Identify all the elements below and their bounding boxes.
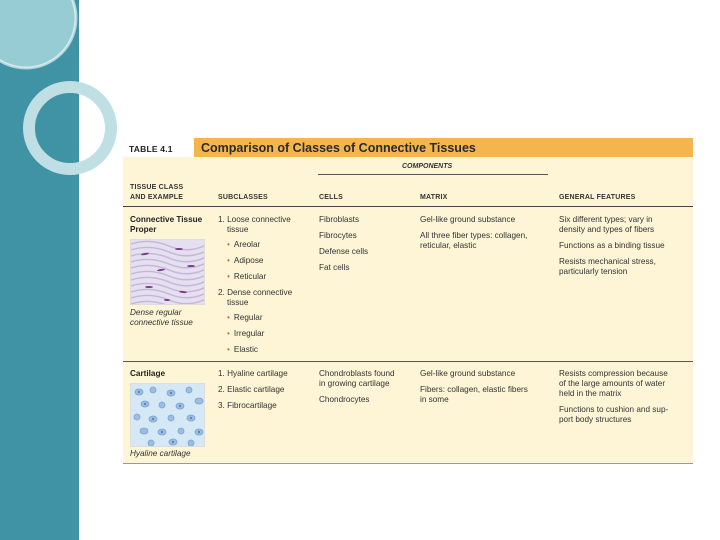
row2-matrix-line1: Gel-like ground substance: [420, 369, 516, 378]
header-matrix: MATRIX: [420, 194, 448, 201]
list-item: • Elastic: [227, 345, 258, 354]
row1-caption-line2: connective tissue: [130, 318, 193, 327]
row1-matrix-line1: Gel-like ground substance: [420, 215, 516, 224]
table-title: Comparison of Classes of Connective Tissues: [201, 141, 476, 155]
row1-tissue-line2: Proper: [130, 225, 157, 234]
row1-feature2: Functions as a binding tissue: [559, 241, 665, 250]
bullet-icon: •: [227, 272, 230, 281]
header-cells: CELLS: [319, 194, 343, 201]
row1-tissue-line1: Connective Tissue: [130, 215, 203, 224]
hyaline-cartilage-image: [130, 383, 205, 447]
bullet-icon: •: [227, 345, 230, 354]
row1-cells: [319, 215, 368, 273]
table-number: TABLE 4.1: [123, 138, 194, 157]
list-item: • Regular: [227, 313, 263, 322]
row2-feature1-line1: Resists compression because: [559, 369, 668, 378]
row1-caption-line1: Dense regular: [130, 308, 182, 317]
list-item: Defense cells: [319, 247, 369, 256]
list-item: Fibroblasts: [319, 215, 360, 224]
row2-subclasses: [218, 369, 288, 411]
list-item: • Reticular: [227, 272, 267, 281]
list-item: Fibrocytes: [319, 231, 357, 240]
row2-cell1-line1: Chondroblasts found: [319, 369, 395, 378]
list-item: • Areolar: [227, 240, 261, 249]
row1-features: [559, 215, 665, 277]
components-label: COMPONENTS: [402, 163, 453, 170]
row2-cell1-line2: in growing cartilage: [319, 379, 390, 388]
components-divider: [318, 174, 548, 175]
row1-matrix-line3: reticular, elastic: [420, 241, 477, 250]
row1-sub-dense-line2: tissue: [227, 298, 249, 307]
row2-cell2: Chondrocytes: [319, 395, 370, 404]
row1-feature1-line1: Six different types; vary in: [559, 215, 653, 224]
dense-regular-tissue-image: [130, 239, 205, 305]
row2-cells: [319, 369, 395, 405]
header-general-features: GENERAL FEATURES: [559, 194, 636, 201]
row1-matrix: [420, 215, 527, 251]
row1-subclasses: [218, 215, 292, 355]
row2-matrix-line3: in some: [420, 395, 449, 404]
slide-side-bar: [0, 0, 79, 540]
bullet-icon: •: [227, 329, 230, 338]
row2-feature2-line1: Functions to cushion and sup-: [559, 405, 669, 414]
connective-tissue-table: [123, 138, 693, 464]
bullet-icon: •: [227, 256, 230, 265]
list-item: 2. Elastic cartilage: [218, 385, 285, 394]
row-divider: [123, 361, 693, 362]
row1-matrix-line2: All three fiber types: collagen,: [420, 231, 528, 240]
row2-matrix: [420, 369, 528, 405]
header-tissue-class: [130, 183, 183, 203]
row2-feature2-line2: port body structures: [559, 415, 632, 424]
table-bottom-rule: [123, 463, 693, 464]
row2-feature1-line2: of the large amounts of water: [559, 379, 666, 388]
header-subclasses: SUBCLASSES: [218, 194, 268, 201]
row1-tissue-class: [130, 215, 202, 235]
row1-sub-loose-line2: tissue: [227, 225, 249, 234]
row2-example-caption: Hyaline cartilage: [130, 449, 191, 458]
header-tissue-class-line2: AND EXAMPLE: [130, 194, 184, 201]
bullet-icon: •: [227, 313, 230, 322]
row2-matrix-line2: Fibers: collagen, elastic fibers: [420, 385, 528, 394]
row1-example-caption: [130, 308, 193, 328]
row1-sub-dense-line1: 2. Dense connective: [218, 288, 293, 297]
bullet-icon: •: [227, 240, 230, 249]
row1-feature3-line1: Resists mechanical stress,: [559, 257, 656, 266]
header-rule: [123, 206, 693, 207]
header-tissue-class-line1: TISSUE CLASS: [130, 184, 184, 191]
row1-feature1-line2: density and types of fibers: [559, 225, 655, 234]
row2-feature1-line3: held in the matrix: [559, 389, 622, 398]
list-item: 1. Hyaline cartilage: [218, 369, 288, 378]
list-item: • Adipose: [227, 256, 264, 265]
row1-feature3-line2: particularly tension: [559, 267, 628, 276]
list-item: • Irregular: [227, 329, 265, 338]
row2-tissue-class: Cartilage: [130, 369, 166, 378]
row2-features: [559, 369, 668, 425]
list-item: Fat cells: [319, 263, 350, 272]
row1-sub-loose-line1: 1. Loose connective: [218, 215, 291, 224]
list-item: 3. Fibrocartilage: [218, 401, 277, 410]
